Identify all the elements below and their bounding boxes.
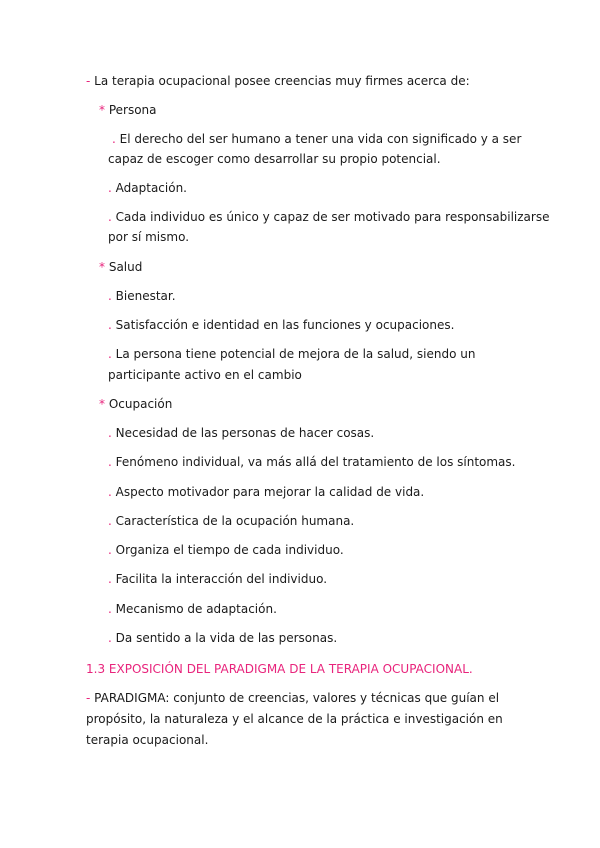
item-mark: . — [108, 181, 112, 195]
item-text: Bienestar. — [115, 289, 176, 303]
definition-term: PARADIGMA — [94, 691, 166, 705]
section-bullet: * — [99, 103, 105, 117]
definition-dash: - — [86, 691, 91, 705]
section-heading-salud — [99, 259, 142, 275]
item-mark: . — [108, 602, 112, 616]
list-item — [108, 209, 549, 225]
list-item — [108, 542, 344, 558]
list-item — [112, 131, 521, 147]
section-heading-persona — [99, 102, 157, 118]
item-mark: . — [108, 514, 112, 528]
intro-text: La terapia ocupacional posee creencias muy firmes acerca de: — [94, 74, 470, 88]
item-mark: . — [108, 210, 112, 224]
item-mark: . — [108, 543, 112, 557]
item-text: Satisfacción e identidad en las funciones y ocupaciones. — [115, 318, 455, 332]
item-text: capaz de escoger como desarrollar su propio potencial. — [108, 152, 441, 166]
item-mark: . — [108, 426, 112, 440]
list-item — [108, 571, 327, 587]
item-mark: . — [112, 132, 116, 146]
list-item — [108, 288, 176, 304]
item-text: Da sentido a la vida de las personas. — [115, 631, 338, 645]
item-text: La persona tiene potencial de mejora de la salud, siendo un — [115, 347, 476, 361]
item-text: El derecho del ser humano a tener una vida con significado y a ser — [119, 132, 522, 146]
definition-line-3: terapia ocupacional. — [86, 733, 209, 747]
item-mark: . — [108, 455, 112, 469]
item-text: Organiza el tiempo de cada individuo. — [115, 543, 344, 557]
item-text: Adaptación. — [115, 181, 187, 195]
intro-dash: - — [86, 74, 91, 88]
list-item — [108, 425, 374, 441]
item-text: Necesidad de las personas de hacer cosas. — [115, 426, 375, 440]
list-item — [108, 346, 475, 362]
list-item — [108, 484, 424, 500]
section-heading-ocupacion — [99, 396, 172, 412]
definition-line-1 — [86, 690, 499, 706]
section-title: Salud — [108, 260, 143, 274]
intro-line — [86, 73, 470, 89]
item-mark: . — [108, 347, 112, 361]
item-text: Cada individuo es único y capaz de ser motivado para responsabilizarse — [115, 210, 550, 224]
list-item — [108, 630, 337, 646]
item-text: por sí mismo. — [108, 230, 190, 244]
item-mark: . — [108, 318, 112, 332]
item-text: Facilita la interacción del individuo. — [115, 572, 328, 586]
item-mark: . — [108, 631, 112, 645]
item-text: Aspecto motivador para mejorar la calidad de vida. — [115, 485, 425, 499]
item-text: Mecanismo de adaptación. — [115, 602, 277, 616]
list-item — [108, 601, 277, 617]
section-bullet: * — [99, 260, 105, 274]
section-bullet: * — [99, 397, 105, 411]
definition-line-2: propósito, la naturaleza y el alcance de la práctica e investigación en — [86, 712, 503, 726]
item-mark: . — [108, 289, 112, 303]
list-item — [108, 180, 187, 196]
list-item-continuation — [108, 367, 302, 383]
list-item — [108, 454, 515, 470]
section-heading-1-3: 1.3 EXPOSICIÓN DEL PARADIGMA DE LA TERAPIA OCUPACIONAL. — [86, 662, 473, 676]
section-title: Persona — [108, 103, 157, 117]
item-mark: . — [108, 572, 112, 586]
section-title: Ocupación — [108, 397, 173, 411]
list-item — [108, 317, 454, 333]
item-text: Característica de la ocupación humana. — [115, 514, 355, 528]
list-item — [108, 513, 354, 529]
item-text: participante activo en el cambio — [108, 368, 302, 382]
item-text: Fenómeno individual, va más allá del tratamiento de los síntomas. — [115, 455, 516, 469]
item-mark: . — [108, 485, 112, 499]
definition-text: : conjunto de creencias, valores y técnicas que guían el — [165, 691, 500, 705]
list-item-continuation — [108, 151, 441, 167]
list-item-continuation — [108, 229, 189, 245]
